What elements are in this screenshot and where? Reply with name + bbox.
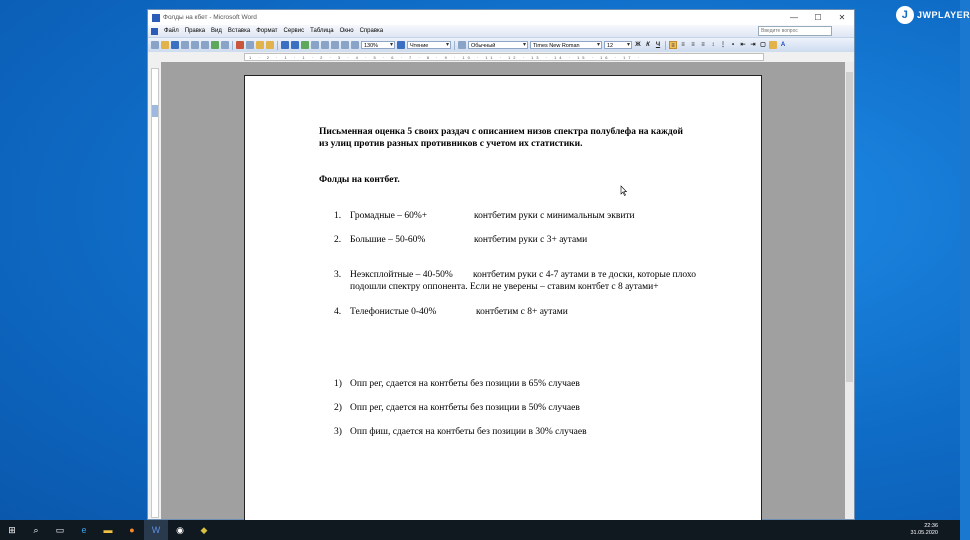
font-select[interactable]: Times New Roman ▾	[530, 41, 602, 49]
menu-view[interactable]: Вид	[211, 28, 222, 34]
menu-table[interactable]: Таблица	[310, 28, 334, 34]
title-bar	[148, 10, 854, 25]
save-icon[interactable]	[171, 41, 179, 49]
word-taskbar-icon[interactable]: W	[144, 520, 168, 540]
scrollbar-thumb[interactable]	[846, 72, 853, 382]
align-right-icon[interactable]: ≡	[691, 42, 695, 48]
windows-start-icon[interactable]: ⊞	[8, 524, 16, 535]
vertical-ruler[interactable]	[151, 68, 159, 518]
list-text: Опп фиш, сдается на контбеты без позиции в 30% случаев	[350, 427, 587, 437]
columns-icon[interactable]	[331, 41, 339, 49]
format-painter-icon[interactable]	[266, 41, 274, 49]
list-left: Неэксплойтные – 40-50%	[350, 270, 453, 280]
toolbar	[148, 38, 854, 53]
list-number: 1)	[334, 379, 342, 389]
firefox-icon[interactable]: ●	[129, 525, 135, 535]
insert-table-icon[interactable]	[321, 41, 329, 49]
clock-time: 22:36	[924, 523, 938, 529]
font-size-select[interactable]: 12 ▾	[604, 41, 632, 49]
list-number: 2.	[334, 235, 342, 245]
italic-button[interactable]: К	[646, 42, 650, 48]
zoom-select[interactable]: 130% ▾	[361, 41, 395, 49]
close-button[interactable]: ✕	[838, 13, 846, 22]
toolbar-separator	[454, 41, 455, 50]
list-right: контбетим руки с минимальным эквити	[474, 211, 635, 221]
copy-icon[interactable]	[246, 41, 254, 49]
bold-button[interactable]: Ж	[635, 42, 641, 48]
help-icon[interactable]	[397, 41, 405, 49]
permission-icon[interactable]	[181, 41, 189, 49]
toolbar-separator	[232, 41, 233, 50]
toolbar-separator	[665, 41, 666, 50]
list-text: Опп рег, сдается на контбеты без позиции в 65% случаев	[350, 379, 580, 389]
word-window	[147, 9, 855, 520]
menu-bar	[148, 25, 854, 38]
jwplayer-text: JWPLAYER	[917, 10, 970, 20]
align-center-icon[interactable]: ≡	[681, 42, 685, 48]
spelling-icon[interactable]	[211, 41, 219, 49]
highlight-icon[interactable]	[769, 41, 777, 49]
menu-help[interactable]: Справка	[359, 28, 384, 34]
document-title-line-1: Письменная оценка 5 своих раздач с описанием низов спектра полублефа на каждой	[319, 127, 683, 137]
list-right: контбетим руки с 3+ аутами	[474, 235, 588, 245]
app-taskbar-icon[interactable]: ◆	[200, 524, 208, 535]
list-number: 2)	[334, 403, 342, 413]
tables-icon[interactable]	[311, 41, 319, 49]
list-continuation: подошли спектру оппонента. Если не уверены – ставим контбет с 8 аутами+	[350, 282, 659, 292]
maximize-button[interactable]: ☐	[814, 13, 822, 22]
menu-file[interactable]: Файл	[164, 28, 179, 34]
document-area[interactable]	[161, 62, 845, 519]
bullets-icon[interactable]: •	[731, 42, 735, 48]
align-left-icon[interactable]: ≡	[669, 41, 677, 49]
clock-date: 31.05.2020	[910, 530, 938, 536]
menu-tools[interactable]: Сервис	[283, 28, 305, 34]
border-icon[interactable]: ▢	[760, 42, 766, 48]
show-hide-icon[interactable]	[351, 41, 359, 49]
paste-icon[interactable]	[256, 41, 264, 49]
list-left: Большие – 50-60%	[350, 235, 426, 245]
menu-format[interactable]: Формат	[256, 28, 278, 34]
menu-insert[interactable]: Вставка	[227, 28, 251, 34]
justify-icon[interactable]: ≡	[701, 42, 705, 48]
list-number: 1.	[334, 211, 342, 221]
list-text: Опп рег, сдается на контбеты без позиции в 50% случаев	[350, 403, 580, 413]
horizontal-ruler[interactable]: 1 · 2 · 1 · 1 · 2 · 3 · 4 · 5 · 6 · 7 · 8 · 9 · 10 · 11 · 12 · 13 · 14 · 15 · 16 · 17 ·	[244, 53, 764, 61]
research-icon[interactable]	[221, 41, 229, 49]
ask-question-input[interactable]: Введите вопрос	[758, 26, 832, 36]
style-select[interactable]: Обычный ▾	[468, 41, 528, 49]
increase-indent-icon[interactable]: ⇥	[750, 42, 756, 48]
document-title-line-2: из улиц против разных противников с учетом их статистики.	[319, 139, 583, 149]
mouse-cursor-icon	[621, 186, 627, 196]
underline-button[interactable]: Ч	[655, 42, 661, 48]
window-title: Фолды на кбет - Microsoft Word	[163, 14, 257, 21]
toolbar-separator	[277, 41, 278, 50]
system-clock[interactable]	[910, 523, 938, 537]
vertical-ruler-margin	[152, 105, 158, 117]
search-icon[interactable]: ⌕	[33, 524, 39, 535]
section-heading: Фолды на контбет.	[319, 175, 400, 185]
hyperlink-icon[interactable]	[301, 41, 309, 49]
reading-mode-button[interactable]: Чтение ▾	[407, 41, 451, 49]
open-folder-icon[interactable]	[161, 41, 169, 49]
decrease-indent-icon[interactable]: ⇤	[740, 42, 746, 48]
cut-icon[interactable]	[236, 41, 244, 49]
vertical-scrollbar[interactable]	[845, 62, 854, 519]
ruler-row	[148, 52, 854, 62]
drawing-icon[interactable]	[341, 41, 349, 49]
line-spacing-icon[interactable]: ↕	[711, 42, 715, 48]
list-number: 3.	[334, 270, 342, 280]
list-number: 3)	[334, 427, 342, 437]
menu-edit[interactable]: Правка	[184, 28, 206, 34]
jwplayer-logo-icon: J	[896, 6, 914, 24]
styles-icon[interactable]	[458, 41, 466, 49]
minimize-button[interactable]: —	[790, 13, 798, 22]
word-app-icon	[152, 14, 160, 22]
list-number: 4.	[334, 307, 342, 317]
undo-icon[interactable]	[281, 41, 289, 49]
print-preview-icon[interactable]	[201, 41, 209, 49]
obs-icon[interactable]: ◉	[176, 524, 184, 535]
list-left: Телефонистые 0-40%	[350, 307, 437, 317]
document-page[interactable]	[244, 75, 762, 535]
font-color-icon[interactable]: A	[780, 42, 786, 48]
redo-icon[interactable]	[291, 41, 299, 49]
edge-icon[interactable]: e	[81, 525, 87, 535]
list-right: контбетим руки с 4-7 аутами в те доски, которые плохо	[473, 270, 697, 280]
taskbar	[0, 520, 960, 540]
new-document-icon[interactable]	[151, 41, 159, 49]
file-explorer-icon[interactable]: ▬	[103, 525, 113, 535]
task-view-icon[interactable]: ▭	[55, 524, 65, 535]
print-icon[interactable]	[191, 41, 199, 49]
jwplayer-watermark	[896, 6, 970, 24]
list-left: Громадные – 60%+	[350, 211, 428, 221]
numbering-icon[interactable]: ⋮	[720, 42, 726, 48]
document-icon	[151, 28, 158, 35]
list-right: контбетим с 8+ аутами	[476, 307, 568, 317]
menu-window[interactable]: Окно	[339, 28, 354, 34]
